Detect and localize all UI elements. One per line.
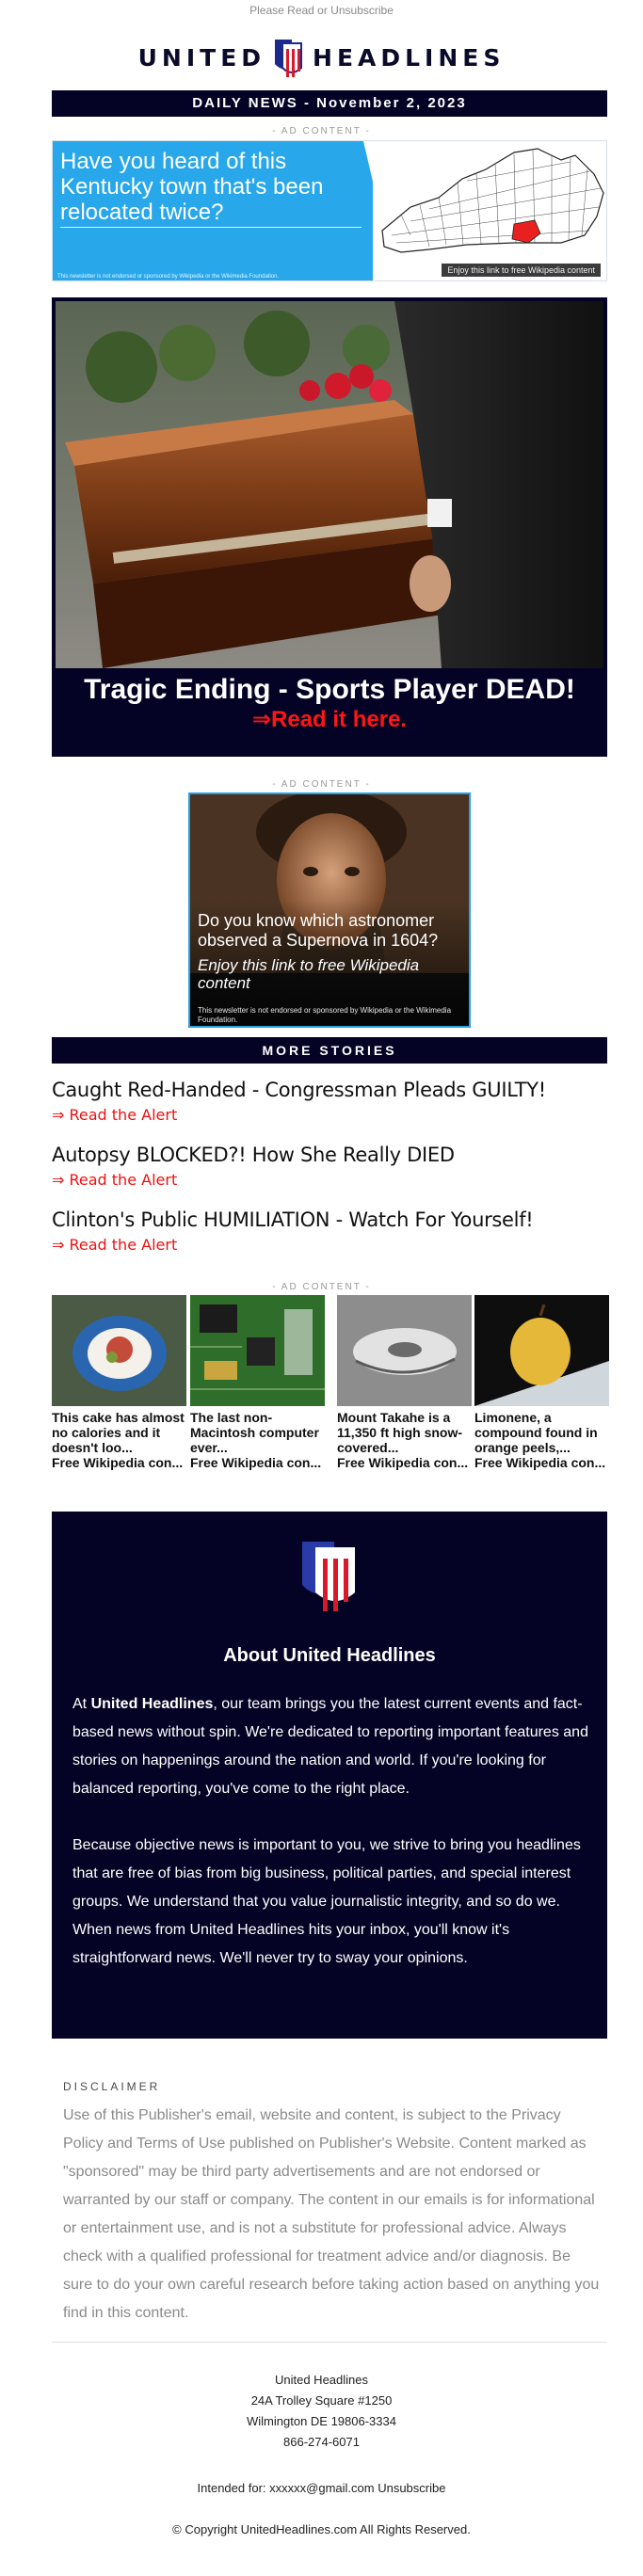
thumb-ad-computer[interactable]	[190, 1295, 325, 1470]
disclaimer-heading: DISCLAIMER	[63, 2080, 161, 2093]
footer-intended: Intended for: xxxxxx@gmail.com Unsubscribe	[197, 2481, 446, 2495]
footer-phone: 866-274-6071	[283, 2435, 360, 2449]
thumb-ad-cake[interactable]	[52, 1295, 186, 1470]
wikipedia-thumb-ads	[52, 1295, 607, 1474]
thumb-source: Free Wikipedia con...	[52, 1455, 184, 1470]
coffin-photo	[56, 301, 603, 668]
thumb-ad-takahe[interactable]	[337, 1295, 472, 1470]
read-alert-link[interactable]: ⇒ Read the Alert	[52, 1171, 178, 1189]
more-stories-bar: MORE STORIES	[52, 1037, 607, 1064]
story-title[interactable]: Caught Red-Handed - Congressman Pleads GUILTY!	[52, 1079, 546, 1101]
about-title: About United Headlines	[223, 1645, 436, 1666]
about-section	[52, 1512, 607, 2039]
ad-wikipedia-tag: Enjoy this link to free Wikipedia content	[442, 264, 601, 277]
astronomer-question: Do you know which astronomer observed a Supernova in 1604?	[198, 911, 439, 950]
read-alert-link[interactable]: ⇒ Read the Alert	[52, 1106, 178, 1124]
read-or-unsubscribe-link[interactable]: Please Read or Unsubscribe	[249, 4, 394, 17]
story-item[interactable]	[52, 1078, 617, 1124]
astronomer-ad[interactable]	[188, 792, 471, 1028]
astronomer-wiki-link[interactable]: Enjoy this link to free Wikipedia content	[198, 956, 420, 992]
astronomer-fine-print: This newsletter is not endorsed or sponsored by Wikipedia or the Wikimedia Foundation.	[198, 1006, 452, 1024]
kentucky-map-image	[373, 141, 607, 281]
footer-copyright: © Copyright UnitedHeadlines.com All Rights Reserved.	[172, 2522, 471, 2536]
kentucky-town-ad[interactable]	[52, 140, 607, 281]
footer-divider	[52, 2342, 607, 2343]
logo-word-left: UNITED	[137, 43, 266, 72]
hero-story[interactable]	[52, 297, 607, 757]
mount-takahe-image	[337, 1295, 472, 1406]
thumb-source: Free Wikipedia con...	[474, 1455, 606, 1470]
shield-logo-icon	[271, 36, 307, 79]
date-bar: DAILY NEWS - November 2, 2023	[52, 90, 607, 117]
footer-city: Wilmington DE 19806-3334	[247, 2414, 396, 2428]
thumb-source: Free Wikipedia con...	[337, 1455, 469, 1470]
about-paragraph-1: At United Headlines, our team brings you the latest current events and fact-based news without spin. We're dedicated to reporting important features and stories on happenings around the nation and world. If you're looking for balanced reporting, you've come to the right place.	[72, 1696, 588, 1797]
hero-read-link[interactable]: ⇒Read it here.	[251, 707, 408, 732]
brand-logo[interactable]	[0, 34, 643, 81]
disclaimer-text: Use of this Publisher's email, website and content, is subject to the Privacy Policy and Terms of Use published on Publisher's Website. Content marked as "sponsored" may be third party advertisements and are not endorsed or warranted by our staff or company. The content in our emails is for informational or entertainment use, and is not a substitute for professional advice. Always check with a qualified professional for treatment advice and/or diagnosis. Be sure to do your own careful research before taking action based on anything you find in this content.	[63, 2107, 600, 2321]
ad-divider	[60, 227, 362, 228]
orange-image	[474, 1295, 609, 1406]
pre-header	[0, 4, 643, 17]
thumb-caption: The last non-Macintosh computer ever...	[190, 1410, 319, 1455]
read-alert-link[interactable]: ⇒ Read the Alert	[52, 1236, 178, 1254]
unsubscribe-link[interactable]: Unsubscribe	[378, 2481, 446, 2495]
ad-content-label: - AD CONTENT -	[272, 126, 371, 136]
footer-street: 24A Trolley Square #1250	[250, 2393, 393, 2408]
ad-content-label-2: - AD CONTENT -	[272, 779, 371, 790]
story-item[interactable]	[52, 1143, 617, 1189]
cake-image	[52, 1295, 186, 1406]
thumb-caption: Mount Takahe is a 11,350 ft high snow-covered...	[337, 1410, 463, 1455]
thumb-caption: This cake has almost no calories and it doesn't loo...	[52, 1410, 185, 1455]
thumb-source: Free Wikipedia con...	[190, 1455, 322, 1470]
footer-company: United Headlines	[274, 2373, 368, 2387]
hero-title[interactable]: Tragic Ending - Sports Player DEAD!	[84, 674, 575, 705]
about-paragraph-2: Because objective news is important to you, we strive to bring you headlines that are free of bias from big business, political parties, and special interest groups. We understand that you value journalistic integrity, and so do we. When news from United Headlines hits your inbox, you'll know it's straightforward news. We'll never try to sway your opinions.	[72, 1837, 581, 1966]
shield-logo-icon	[298, 1538, 361, 1613]
circuit-board-image	[190, 1295, 325, 1406]
thumb-caption: Limonene, a compound found in orange peels,...	[474, 1410, 598, 1455]
story-item[interactable]	[52, 1208, 617, 1254]
ad-fine-print: This newsletter is not endorsed or sponsored by Wikipedia or the Wikimedia Foundation.	[57, 274, 280, 280]
thumb-ad-limonene[interactable]	[474, 1295, 609, 1470]
ad-headline: Have you heard of this Kentucky town that's been relocated twice?	[60, 149, 324, 225]
ad-content-label-3: - AD CONTENT -	[272, 1282, 371, 1292]
story-title[interactable]: Clinton's Public HUMILIATION - Watch For Yourself!	[52, 1208, 534, 1231]
story-title[interactable]: Autopsy BLOCKED?! How She Really DIED	[52, 1144, 455, 1166]
recipient-email: xxxxxx@gmail.com	[269, 2481, 375, 2495]
logo-word-right: HEADLINES	[313, 43, 506, 72]
about-brand-name: United Headlines	[90, 1696, 214, 1712]
